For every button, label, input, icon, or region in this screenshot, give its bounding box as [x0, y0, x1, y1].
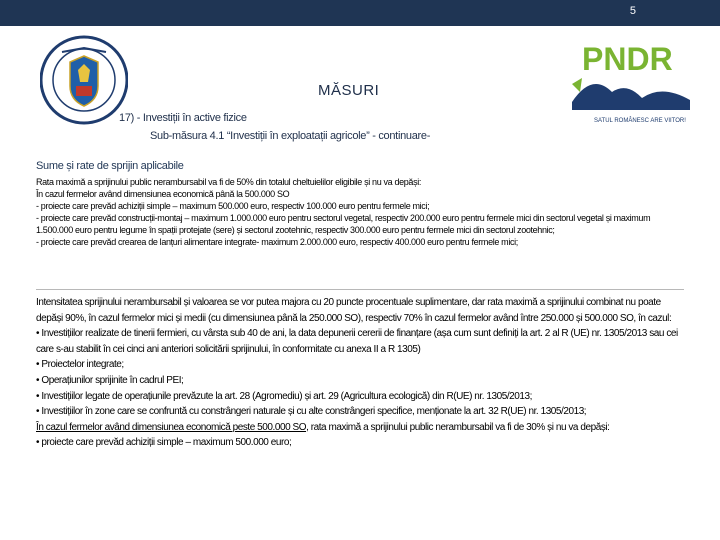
bullet-item: • Investițiilor realizate de tinerii fermieri, cu vârsta sub 40 de ani, la data depunerii cererii de finanțare (așa cum sunt definiți la art. 2 al R (UE) nr. 1305/2013 sau cei care s-au stabilit în cei cinci ani anteriori solicitării sprijinului, în conformitate cu anexa II a R 1305) — [36, 328, 678, 355]
paragraph-line: - proiecte care prevăd construcții-montaj – maximum 1.000.000 euro pentru sectorul vegetal, respectiv 200.000 euro pentru fermele mici din sectorul vegetal și maximum 1.500.000 euro pentru legume în spații protejate (sere) și sectorul zootehnic, respectiv 300.000 euro pentru fermele mici din sectorul zootehnic; — [36, 213, 651, 235]
large-farms-paragraph — [36, 420, 686, 436]
intensity-section — [36, 295, 686, 451]
paragraph-line: Rata maximă a sprijinului public nerambursabil va fi de 50% din totalul cheltuielilor eligibile și nu va depăși: — [36, 177, 422, 187]
support-rates-section — [36, 160, 686, 248]
subtitle-line-2: Sub-măsura 4.1 “Investiții în exploatații agricole” - continuare- — [150, 130, 431, 142]
page-title: MĂSURI — [318, 82, 380, 99]
intro-paragraph: Intensitatea sprijinului nerambursabil și valoarea se vor putea majora cu 20 puncte procentuale suplimentare, dar rata maximă a sprijinului combinat nu poate depăși 90%, în cazul fermelor mici și medii (cu dimensiunea până la 250.000 SO), respectiv 70% în cazul fermelor având între 250.000 și 500.000 SO, în cazul: — [36, 297, 672, 324]
underlined-text: În cazul fermelor având dimensiunea economică peste 500.000 SO — [36, 421, 307, 433]
paragraph-line: - proiecte care prevăd achiziții simple – maximum 500.000 euro, respectiv 100.000 euro pentru fermele mici; — [36, 201, 430, 211]
paragraph-line: - proiecte care prevăd crearea de lanțuri alimentare integrate- maximum 2.000.000 euro, respectiv 400.000 euro pentru fermele mici; — [36, 237, 518, 247]
bullet-item: • proiecte care prevăd achiziții simple – maximum 500.000 euro; — [36, 437, 292, 449]
paragraph-text: , rata maximă a sprijinului public nerambursabil va fi de 30% și nu va depăși: — [306, 421, 610, 433]
bullet-item: • Investițiilor în zone care se confruntă cu constrângeri naturale și cu alte constrângeri specifice, menționate la art. 32 R(UE) nr. 1305/2013; — [36, 406, 587, 418]
top-bar — [0, 0, 720, 26]
page-number: 5 — [629, 5, 636, 17]
paragraph-line: În cazul fermelor având dimensiunea economică până la 500.000 SO — [36, 189, 290, 199]
pndr-logo-tagline: SATUL ROMÂNESC ARE VIITOR! — [594, 118, 686, 124]
divider — [36, 289, 684, 290]
bullet-item: • Proiectelor integrate; — [36, 359, 124, 371]
bullet-item: • Investițiilor legate de operațiunile prevăzute la art. 28 (Agromediu) și art. 29 (Agricultura ecologică) din R(UE) nr. 1305/2013; — [36, 390, 532, 402]
bullet-item: • Operațiunilor sprijinite în cadrul PEI; — [36, 374, 184, 386]
pndr-logo-icon — [572, 32, 690, 127]
pndr-logo-letters: PNDR — [582, 41, 673, 77]
section-heading: Sume și rate de sprijin aplicabile — [36, 160, 184, 172]
subtitle-line-1: 17) - Investiții în active fizice — [119, 112, 247, 124]
ministry-emblem-icon — [40, 30, 128, 130]
